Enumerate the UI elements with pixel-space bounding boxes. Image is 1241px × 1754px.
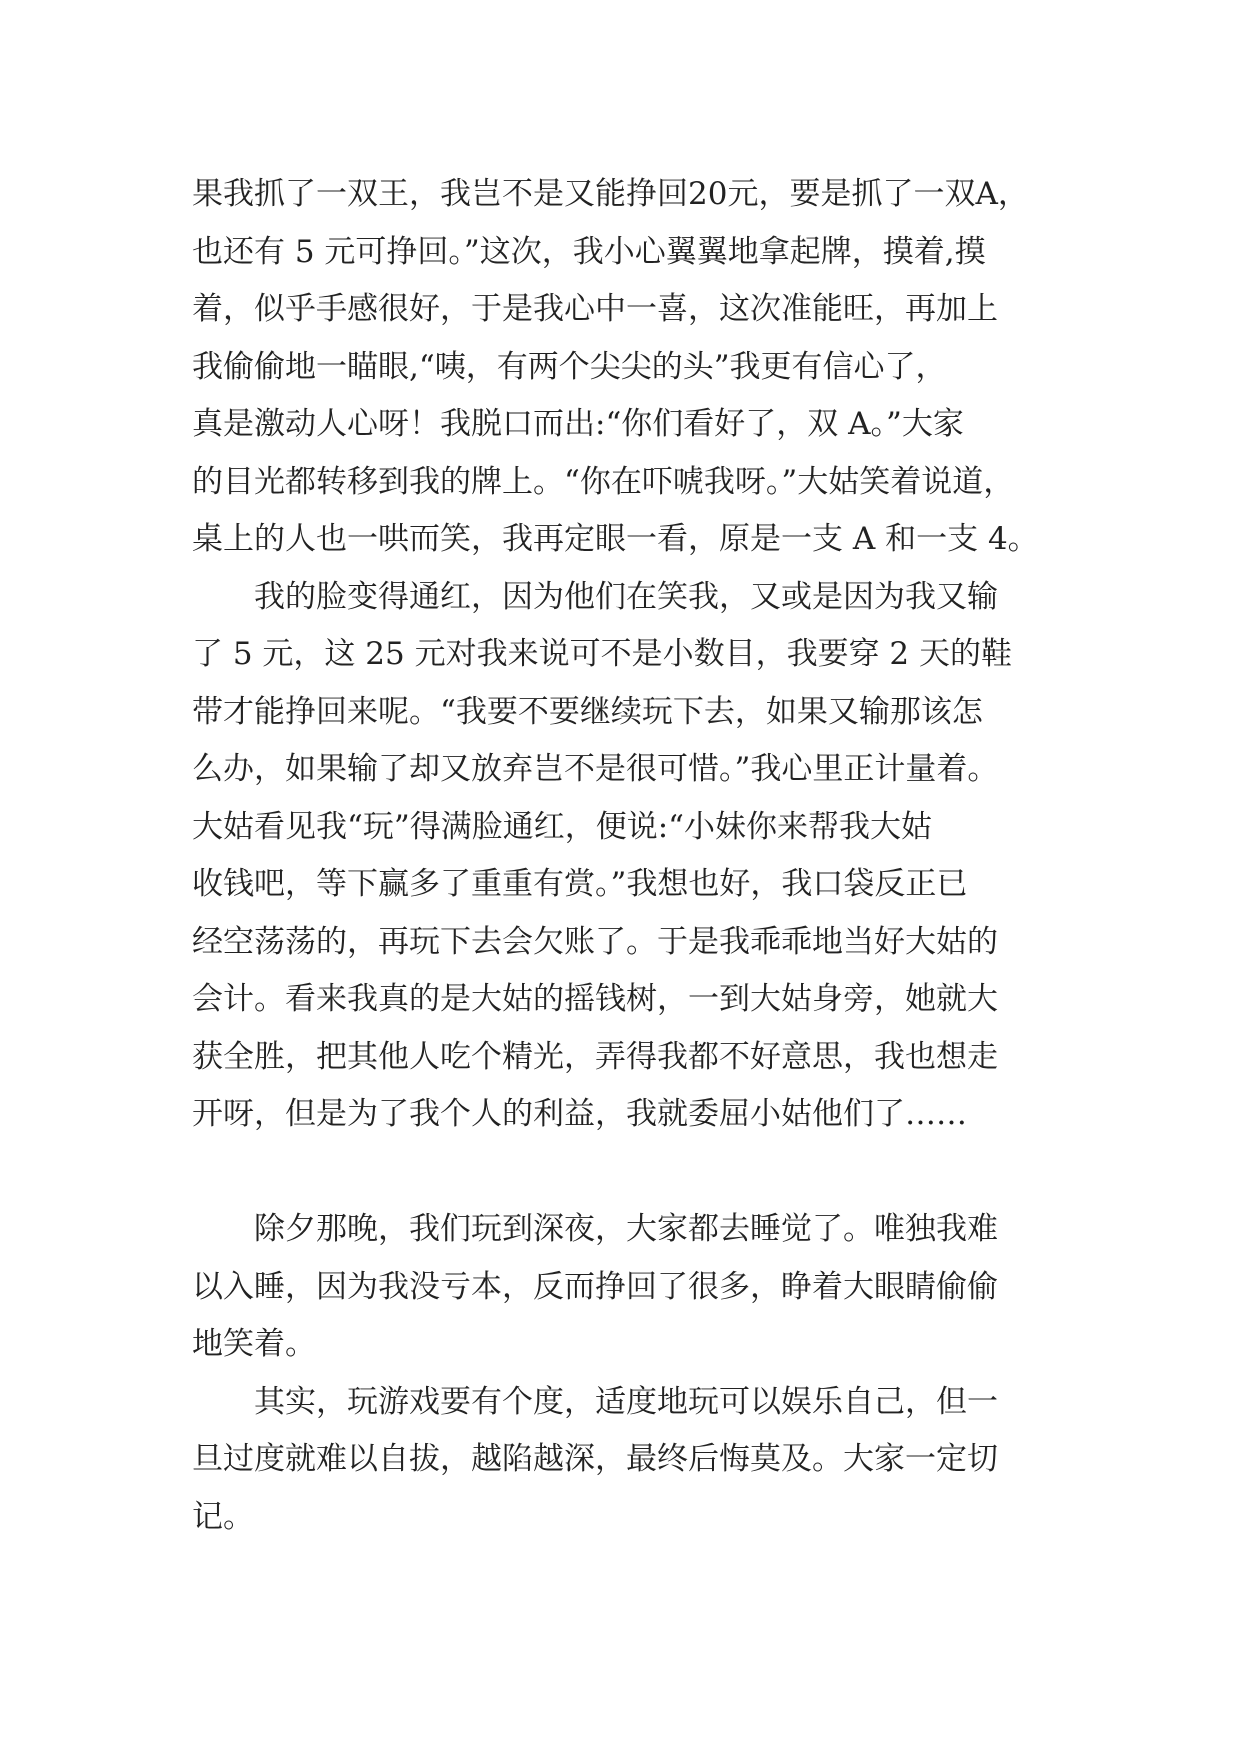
- text-line: 桌上的人也一哄而笑，我再定眼一看，原是一支 A 和一支 4。: [192, 521, 1039, 557]
- paragraph: [192, 166, 1072, 569]
- paragraph: [192, 1374, 1072, 1547]
- text-line: 果我抓了一双王，我岂不是又能挣回20元，要是抓了一双A，: [192, 176, 1029, 212]
- text-line: 旦过度就难以自拔，越陷越深，最终后悔莫及。大家一定切: [192, 1441, 998, 1477]
- text-line: 的目光都转移到我的牌上。“你在吓唬我呀。”大姑笑着说道，: [192, 463, 1015, 500]
- paragraph: [192, 1201, 1072, 1374]
- text-line: 么办，如果输了却又放弃岂不是很可惜。”我心里正计量着。: [192, 751, 999, 787]
- text-line: 也还有 5 元可挣回。”这次，我小心翼翼地拿起牌，摸着,摸: [192, 233, 986, 270]
- text-line: 经空荡荡的，再玩下去会欠账了。于是我乖乖地当好大姑的: [192, 923, 998, 960]
- text-line: 获全胜，把其他人吃个精光，弄得我都不好意思，我也想走: [192, 1038, 998, 1075]
- body-text: [192, 166, 1072, 1546]
- text-line: 除夕那晚，我们玩到深夜，大家都去睡觉了。唯独我难: [254, 1211, 998, 1247]
- text-line: 开呀，但是为了我个人的利益，我就委屈小姑他们了……: [192, 1096, 967, 1132]
- text-line: 大姑看见我“玩”得满脸通红，便说:“小妹你来帮我大姑: [192, 808, 932, 845]
- text-line: 地笑着。: [192, 1326, 316, 1362]
- paragraph: [192, 569, 1072, 1202]
- text-line: 记。: [192, 1498, 254, 1535]
- text-line: 以入睡，因为我没亏本，反而挣回了很多，睁着大眼睛偷偷: [192, 1268, 998, 1305]
- text-line: 其实，玩游戏要有个度，适度地玩可以娱乐自己，但一: [254, 1383, 998, 1420]
- text-line: 了 5 元，这 25 元对我来说可不是小数目，我要穿 2 天的鞋: [192, 636, 1013, 672]
- text-line: [192, 1144, 1072, 1202]
- text-line: 收钱吧，等下赢多了重重有赏。”我想也好，我口袋反正已: [192, 866, 968, 902]
- text-line: 带才能挣回来呢。“我要不要继续玩下去，如果又输那该怎: [192, 693, 983, 730]
- text-line: 会计。看来我真的是大姑的摇钱树，一到大姑身旁，她就大: [192, 981, 998, 1017]
- text-line: 真是激动人心呀！我脱口而出:“你们看好了，双 A。”大家: [192, 406, 964, 442]
- text-line: 着，似乎手感很好，于是我心中一喜，这次准能旺，再加上: [192, 291, 998, 327]
- text-line: 我偷偷地一瞄眼,“咦，有两个尖尖的头”我更有信心了，: [192, 348, 947, 385]
- text-line: 我的脸变得通红，因为他们在笑我，又或是因为我又输: [254, 578, 998, 615]
